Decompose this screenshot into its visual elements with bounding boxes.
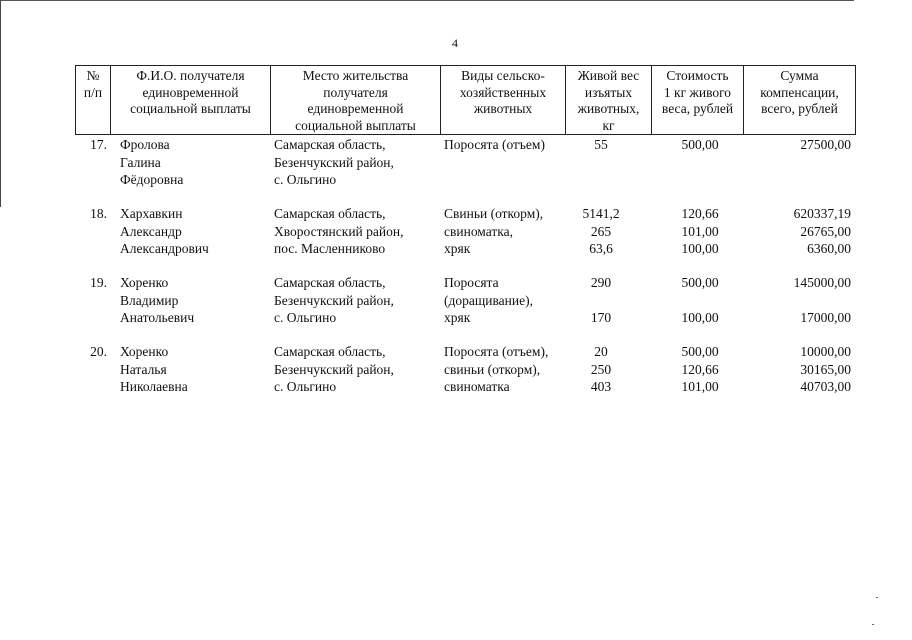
cell-kind: Свиньи (откорм), свиноматка, хряк (444, 206, 544, 256)
header-kind: Виды сельско- хозяйственных животных (441, 66, 566, 135)
header-sum: Сумма компенсации, всего, рублей (744, 66, 856, 135)
cell-kind: Поросята (доращивание), хряк (444, 275, 533, 325)
header-place: Место жительства получателя единовременной социальной выплаты (271, 66, 441, 135)
header-num: № п/п (76, 66, 111, 135)
scan-speck (876, 597, 878, 598)
cell-place: Самарская область, Безенчукский район, с. Ольгино (274, 275, 394, 325)
cell-place: Самарская область, Безенчукский район, с. Ольгино (274, 344, 394, 394)
scan-speck (872, 624, 874, 625)
table-body (75, 136, 855, 412)
table-row (75, 136, 855, 205)
cell-place: Самарская область, Хворостянский район, пос. Масленниково (274, 206, 404, 256)
page-number: 4 (452, 36, 458, 50)
cell-name: Хархавкин Александр Александрович (120, 206, 209, 256)
cell-sum: 145000,00 17000,00 (793, 275, 851, 325)
cell-kind: Поросята (отъем), свиньи (откорм), свиноматка (444, 344, 549, 394)
cell-name: Хоренко Владимир Анатольевич (120, 275, 195, 325)
cell-weight: 20 250 403 (590, 344, 612, 394)
scan-left-rule (0, 0, 1, 207)
header-price: Стоимость 1 кг живого веса, рублей (652, 66, 744, 135)
header-weight: Живой вес изъятых животных, кг (566, 66, 652, 135)
cell-sum: 620337,19 26765,00 6360,00 (793, 206, 851, 256)
cell-price: 120,66 101,00 100,00 (681, 206, 719, 256)
cell-name: Хоренко Наталья Николаевна (120, 344, 188, 394)
cell-weight: 55 (594, 137, 608, 152)
header-name: Ф.И.О. получателя единовременной социальной выплаты (111, 66, 271, 135)
cell-price: 500,00 (681, 137, 719, 152)
scan-top-rule (0, 0, 854, 1)
table-header (75, 65, 856, 135)
cell-kind: Поросята (отъем) (444, 137, 545, 152)
table-row (75, 343, 855, 412)
cell-num: 17. (90, 137, 107, 152)
table-row (75, 205, 855, 274)
cell-place: Самарская область, Безенчукский район, с. Ольгино (274, 137, 394, 187)
cell-num: 19. (90, 275, 107, 290)
cell-sum: 10000,00 30165,00 40703,00 (800, 344, 851, 394)
cell-weight: 290 170 (590, 275, 612, 325)
cell-weight: 5141,2 265 63,6 (582, 206, 620, 256)
cell-price: 500,00 120,66 101,00 (681, 344, 719, 394)
cell-sum: 27500,00 (800, 137, 851, 152)
cell-price: 500,00 100,00 (681, 275, 719, 325)
table-row (75, 274, 855, 343)
cell-num: 20. (90, 344, 107, 359)
cell-name: Фролова Галина Фёдоровна (120, 137, 184, 187)
cell-num: 18. (90, 206, 107, 221)
